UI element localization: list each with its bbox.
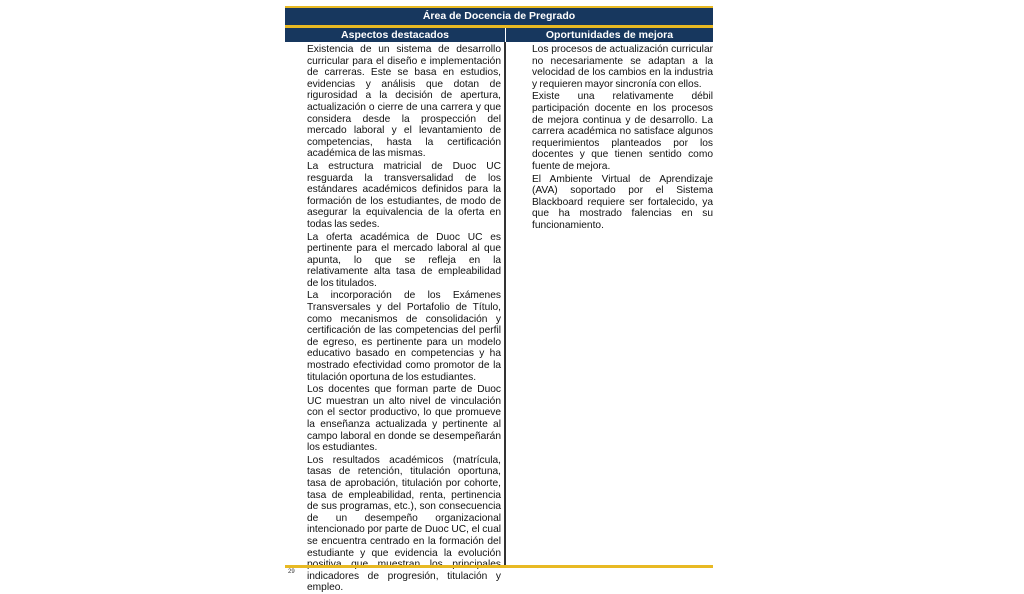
aspecto-item: Existencia de un sistema de desarrollo curricular para el diseño e implementación de carreras. Este se basa en estudios, evidencias y análisis que dotan de rigurosidad a la decisión de apertura, actualización o cierre de una carrera y que considera desde la prospección del mercado laboral y el levantamiento de competencias, hasta la certificación académica de las mismas. <box>307 44 501 160</box>
header-row <box>285 28 713 42</box>
header-aspectos-destacados: Aspectos destacados <box>285 28 506 42</box>
aspecto-item: La incorporación de los Exámenes Transversales y del Portafolio de Título, como mecanismos de consolidación y certificación de las competencias del perfil de egreso, es pertinente para un modelo educativo basado en competencias y ha mostrado efectividad como promotor de la titulación oportuna de los estudiantes. <box>307 290 501 383</box>
oportunidad-item: Existe una relativamente débil participación docente en los procesos de mejora continua y de desarrollo. La carrera académica no satisface algunos requerimientos planteados por los docentes y que tienen sentido como fuente de mejora. <box>532 91 713 172</box>
bottom-accent-bar <box>285 565 713 568</box>
oportunidades-column <box>506 42 713 567</box>
table-title: Área de Docencia de Pregrado <box>285 8 713 25</box>
page-number: 29 <box>288 569 295 575</box>
oportunidad-item: El Ambiente Virtual de Aprendizaje (AVA) soportado por el Sistema Blackboard requiere ser fortalecido, ya que ha mostrado falencias en su funcionamiento. <box>532 173 713 231</box>
aspecto-item: Los docentes que forman parte de Duoc UC muestran un alto nivel de vinculación con el sector productivo, lo que promueve la enseñanza actualizada y pertinente al campo laboral en donde se desempeñarán los estudiantes. <box>307 384 501 454</box>
oportunidad-item: Los procesos de actualización curricular no necesariamente se adaptan a la velocidad de los cambios en la industria y requieren mayor sincronía con ellos. <box>532 44 713 90</box>
header-oportunidades-mejora: Oportunidades de mejora <box>545 29 674 41</box>
aspecto-item: La estructura matricial de Duoc UC resguarda la transversalidad de los estándares académicos definidos para la formación de los estudiantes, de modo de asegurar la equivalencia de la oferta en todas las sedes. <box>307 160 501 230</box>
aspecto-item: La oferta académica de Duoc UC es pertinente para el mercado laboral al que apunta, lo que se refleja en la relativamente alta tasa de empleabilidad de los titulados. <box>307 231 501 289</box>
aspecto-item: Los resultados académicos (matrícula, tasas de retención, titulación oportuna, tasa de aprobación, titulación por cohorte, tasa de empleabilidad, renta, pertinencia de sus programas, etc.), son consecuencia de un desempeño organizacional intencionado por parte de Duoc UC, el cual se encuentra centrado en la formación del estudiante y que evidencia la evolución indicadores de progresión, titulación y empleo. <box>307 454 501 594</box>
